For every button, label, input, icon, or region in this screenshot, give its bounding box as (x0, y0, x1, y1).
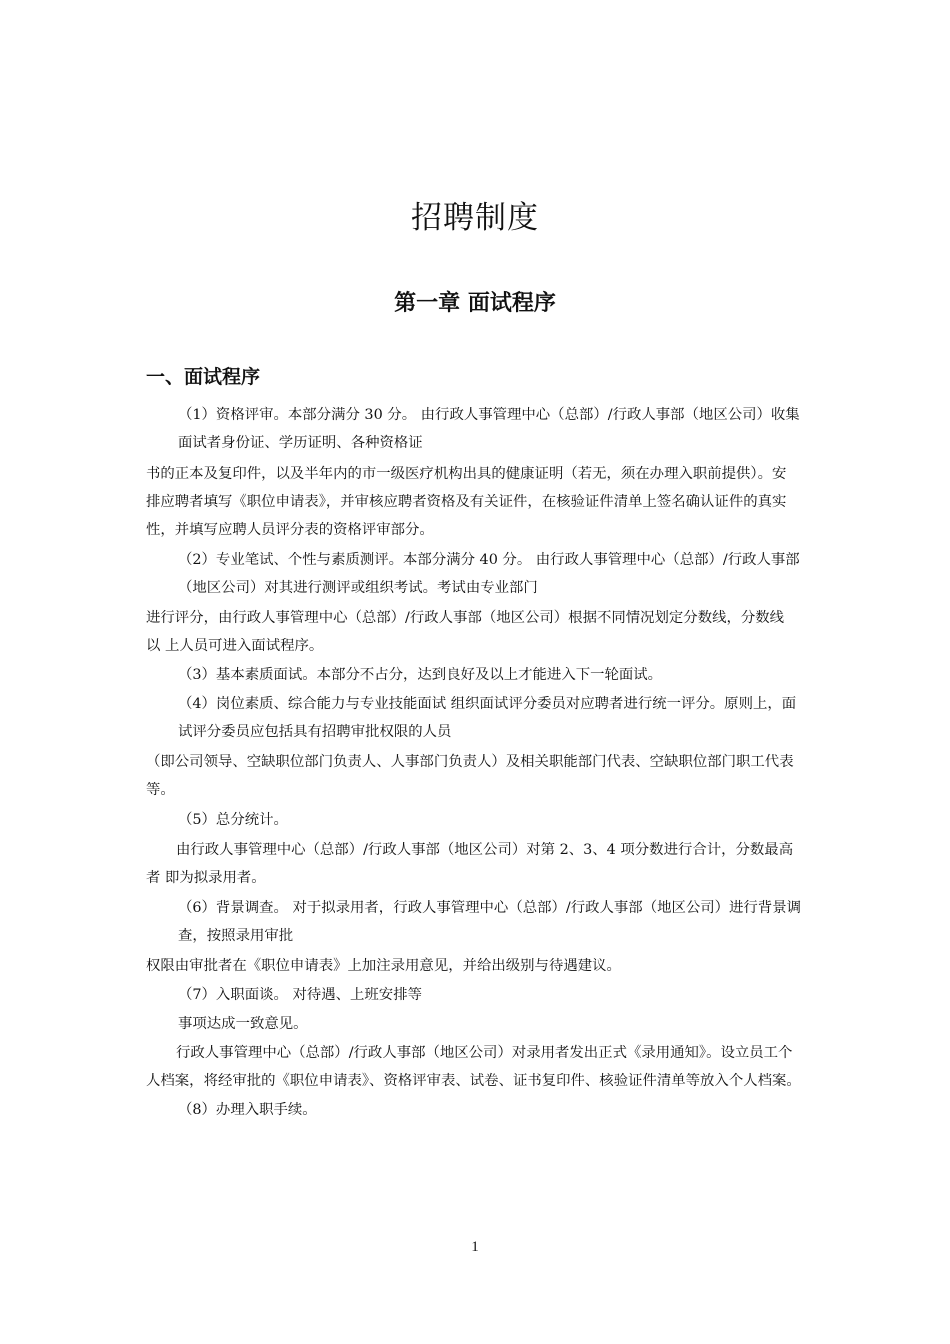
body-line: （8）办理入职手续。 (178, 1102, 317, 1118)
body-line: （5）总分统计。 (178, 812, 288, 828)
body-line: 以 上人员可进入面试程序。 (146, 638, 324, 654)
body-line: （6）背景调查。 对于拟录用者，行政人事管理中心（总部）/行政人事部（地区公司）进行背景调 (178, 900, 801, 916)
body-line: （1）资格评审。本部分满分 30 分。 由行政人事管理中心（总部）/行政人事部（地区公司）收集 (178, 407, 800, 423)
body-line: 者 即为拟录用者。 (146, 870, 266, 886)
body-line: （4）岗位素质、综合能力与专业技能面试 组织面试评分委员对应聘者进行统一评分。原则上，面 (178, 696, 797, 712)
body-line: 查，按照录用审批 (178, 928, 294, 944)
body-line: 行政人事管理中心（总部）/行政人事部（地区公司）对录用者发出正式《录用通知》。设立员工个 (176, 1045, 793, 1061)
body-line: 试评分委员应包括具有招聘审批权限的人员 (178, 724, 452, 740)
body-line: （3）基本素质面试。本部分不占分，达到良好及以上才能进入下一轮面试。 (178, 667, 663, 683)
body-line: 由行政人事管理中心（总部）/行政人事部（地区公司）对第 2、3、4 项分数进行合计，分数最高 (176, 842, 794, 858)
body-line: 事项达成一致意见。 (178, 1016, 308, 1032)
body-line: 进行评分，由行政人事管理中心（总部）/行政人事部（地区公司）根据不同情况划定分数线，分数线 (146, 610, 785, 626)
body-line: （地区公司）对其进行测评或组织考试。考试由专业部门 (178, 580, 538, 596)
body-line: （2）专业笔试、个性与素质测评。本部分满分 40 分。 由行政人事管理中心（总部）/行政人事部 (178, 552, 800, 568)
section-heading: 一、面试程序 (146, 366, 261, 388)
body-line: 书的正本及复印件，以及半年内的市一级医疗机构出具的健康证明（若无，须在办理入职前提供）。安 (146, 466, 787, 482)
body-line: 排应聘者填写《职位申请表》，并审核应聘者资格及有关证件，在核验证件清单上签名确认证件的真实 (146, 494, 787, 510)
body-line: 权限由审批者在《职位申请表》上加注录用意见，并给出级别与待遇建议。 (146, 958, 621, 974)
body-line: （7）入职面谈。 对待遇、上班安排等 (178, 987, 422, 1003)
body-line: 面试者身份证、学历证明、各种资格证 (178, 435, 423, 451)
page-number: 1 (471, 1239, 479, 1255)
body-line: 人档案，将经审批的《职位申请表》、资格评审表、试卷、证书复印件、核验证件清单等放入个人档案。 (146, 1073, 801, 1089)
body-line: （即公司领导、空缺职位部门负责人、人事部门负责人）及相关职能部门代表、空缺职位部门职工代表 (146, 754, 794, 770)
chapter-heading: 第一章 面试程序 (394, 291, 556, 316)
document-title: 招聘制度 (411, 200, 539, 236)
body-line: 性，并填写应聘人员评分表的资格评审部分。 (146, 522, 434, 538)
body-line: 等。 (146, 782, 175, 798)
